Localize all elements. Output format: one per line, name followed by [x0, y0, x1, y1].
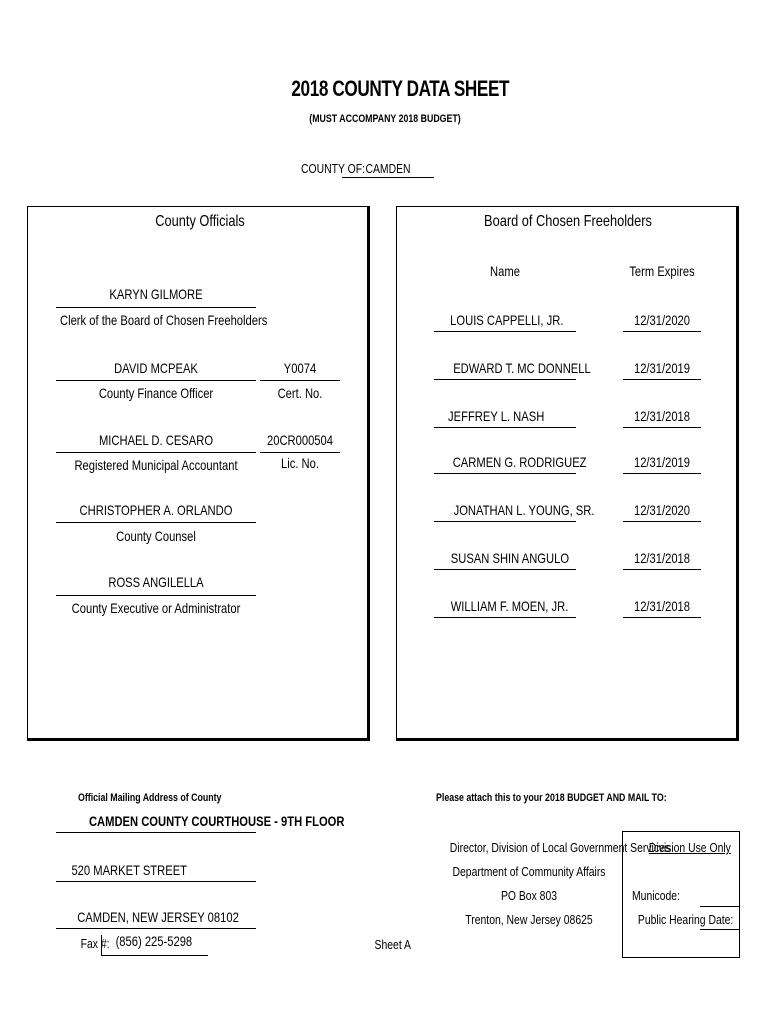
freeholder-name: EDWARD T. MC DONNELL [453, 360, 591, 376]
executive-name: ROSS ANGILELLA [108, 574, 204, 590]
freeholder-name-underline [434, 473, 576, 474]
freeholder-name: SUSAN SHIN ANGULO [450, 550, 570, 566]
freeholder-name-underline [434, 331, 576, 332]
mailing-line1: CAMDEN COUNTY COURTHOUSE - 9TH FLOOR [88, 813, 345, 829]
freeholder-term-underline [623, 331, 701, 332]
send-to-line4: Trenton, New Jersey 08625 [465, 912, 593, 927]
counsel-title: County Counsel [116, 528, 196, 544]
counsel-underline [56, 522, 256, 523]
send-to-label: Please attach this to your 2018 BUDGET AND MAIL TO: [436, 792, 667, 804]
cfo-cert-underline [260, 380, 340, 381]
freeholder-term-underline [623, 427, 701, 428]
counsel-name: CHRISTOPHER A. ORLANDO [79, 502, 233, 518]
freeholder-term: 12/31/2019 [633, 454, 691, 470]
col-term-header: Term Expires [629, 263, 695, 279]
municode-label: Municode: [631, 888, 680, 903]
freeholder-term-underline [623, 521, 701, 522]
send-to-line3: PO Box 803 [500, 888, 558, 903]
freeholder-name-underline [434, 427, 576, 428]
executive-title: County Executive or Administrator [71, 600, 241, 616]
freeholder-term-underline [623, 473, 701, 474]
freeholders-heading: Board of Chosen Freeholders [484, 213, 652, 230]
freeholder-term: 12/31/2019 [633, 360, 691, 376]
fax-divider [101, 935, 102, 955]
clerk-name: KARYN GILMORE [109, 286, 203, 302]
rma-underline [56, 452, 256, 453]
mailing-label: Official Mailing Address of County [78, 792, 222, 804]
freeholder-name: CARMEN G. RODRIGUEZ [452, 454, 587, 470]
mailing-line2-underline [56, 881, 256, 882]
freeholder-name: JONATHAN L. YOUNG, SR. [453, 502, 595, 518]
mailing-line1-underline [56, 832, 256, 833]
hearing-date-underline [700, 929, 740, 930]
cfo-cert-number: Y0074 [283, 360, 317, 376]
clerk-title: Clerk of the Board of Chosen Freeholders [60, 312, 268, 328]
col-name-header: Name [490, 263, 520, 279]
fax-underline [101, 955, 208, 956]
mailing-line3-underline [56, 928, 256, 929]
freeholder-name: WILLIAM F. MOEN, JR. [450, 598, 569, 614]
municode-underline [700, 906, 740, 907]
freeholder-term-underline [623, 569, 701, 570]
freeholder-term-underline [623, 617, 701, 618]
freeholder-name-underline [434, 569, 576, 570]
freeholder-name-underline [434, 379, 576, 380]
freeholder-term: 12/31/2018 [633, 550, 691, 566]
officials-heading: County Officials [155, 213, 245, 230]
cfo-cert-label: Cert. No. [277, 385, 323, 401]
cfo-underline [56, 380, 256, 381]
freeholder-term: 12/31/2018 [633, 408, 691, 424]
fax-label: Fax #: [80, 936, 110, 951]
mailing-line3: CAMDEN, NEW JERSEY 08102 [77, 909, 239, 925]
fax-value: (856) 225-5298 [115, 933, 193, 949]
freeholder-term: 12/31/2018 [633, 598, 691, 614]
rma-lic-number: 20CR000504 [266, 432, 333, 448]
freeholder-term-underline [623, 379, 701, 380]
send-to-line2: Department of Community Affairs [452, 864, 606, 879]
rma-lic-label: Lic. No. [281, 455, 319, 471]
page-subtitle: (MUST ACCOMPANY 2018 BUDGET) [309, 113, 461, 125]
rma-name: MICHAEL D. CESARO [98, 432, 214, 448]
hearing-date-label: Public Hearing Date: [637, 912, 734, 927]
cfo-name: DAVID MCPEAK [114, 360, 198, 376]
division-use-heading: Division Use Only [648, 840, 731, 855]
cfo-title: County Finance Officer [98, 385, 214, 401]
county-underline [342, 177, 434, 178]
clerk-underline [56, 307, 256, 308]
executive-underline [56, 595, 256, 596]
freeholder-term: 12/31/2020 [633, 312, 691, 328]
freeholder-name: JEFFREY L. NASH [448, 408, 545, 424]
rma-title: Registered Municipal Accountant [74, 457, 238, 473]
county-value: CAMDEN [365, 161, 411, 176]
sheet-label: Sheet A [374, 937, 411, 952]
freeholder-name-underline [434, 521, 576, 522]
send-to-line1: Director, Division of Local Government Services [449, 840, 671, 855]
county-label: COUNTY OF: [300, 161, 365, 176]
page-title: 2018 COUNTY DATA SHEET [291, 76, 510, 101]
mailing-line2: 520 MARKET STREET [71, 862, 188, 878]
freeholder-term: 12/31/2020 [633, 502, 691, 518]
rma-lic-underline [260, 452, 340, 453]
freeholder-name: LOUIS CAPPELLI, JR. [450, 312, 564, 328]
freeholder-name-underline [434, 617, 576, 618]
